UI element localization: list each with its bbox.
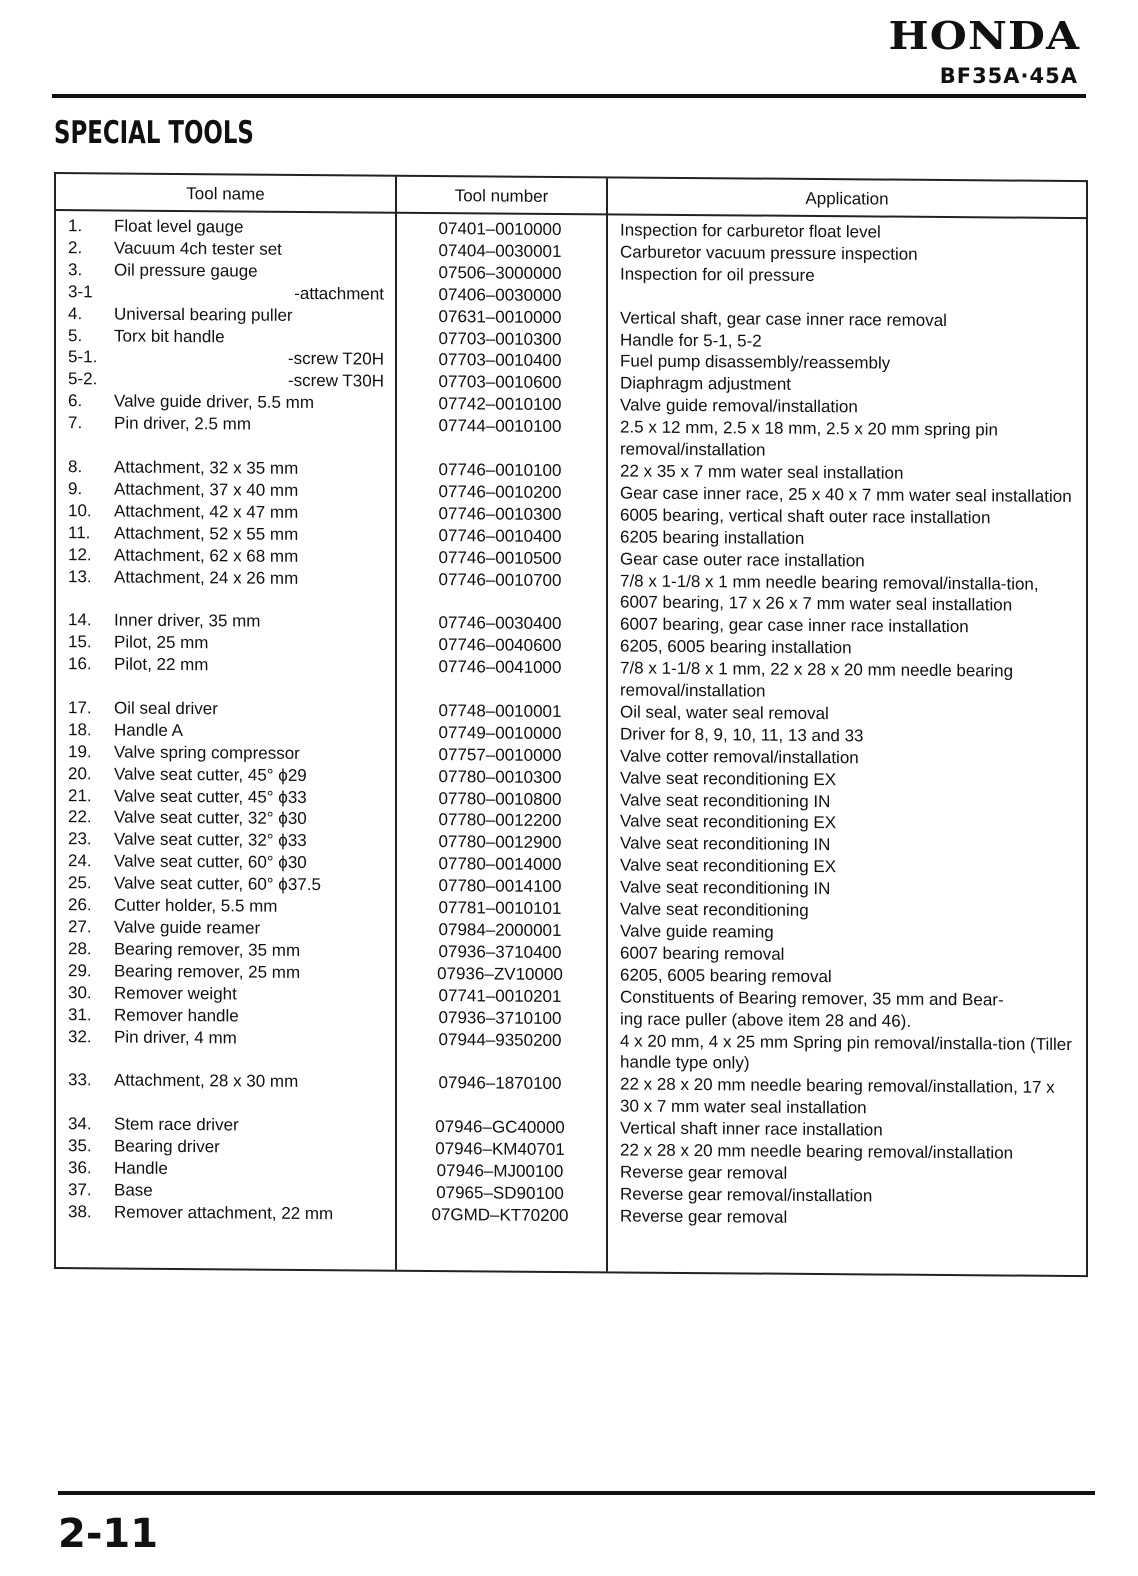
header-rule: [52, 94, 1086, 98]
application: 22 x 35 x 7 mm water seal installation: [620, 461, 904, 483]
tool-number: 07746–0010500: [438, 547, 562, 568]
tool-number: 07746–0010300: [438, 503, 562, 524]
application: Valve seat reconditioning IN: [620, 877, 831, 899]
tool-name: Handle A: [114, 720, 183, 740]
tool-number: 07946–KM40701: [435, 1139, 565, 1160]
tools-table: [54, 172, 1088, 1277]
tool-name: Remover weight: [114, 983, 237, 1004]
tool-number: 07780–0014100: [438, 876, 562, 897]
item-number: 21.: [68, 785, 92, 805]
item-number: 14.: [68, 610, 92, 630]
application: Valve seat reconditioning EX: [620, 811, 837, 833]
tool-number: 07936–3710400: [438, 941, 562, 962]
item-number: 6.: [68, 391, 83, 411]
tool-name: Pilot, 22 mm: [114, 654, 209, 675]
application: Inspection for oil pressure: [620, 264, 815, 285]
tool-number: 07780–0010300: [438, 766, 562, 787]
application: 7/8 x 1-1/8 x 1 mm, 22 x 28 x 20 mm needle bearing removal/installation: [620, 658, 1014, 701]
tool-number: 07506–3000000: [438, 262, 562, 283]
tool-name: Attachment, 37 x 40 mm: [114, 479, 299, 500]
application: Valve cotter removal/installation: [620, 746, 859, 768]
tool-name: Universal bearing puller: [114, 304, 293, 325]
application: ing race puller (above item 28 and 46).: [620, 1009, 912, 1031]
item-number: 17.: [68, 698, 92, 718]
tool-name: Attachment, 62 x 68 mm: [114, 545, 299, 566]
tool-number: 07406–0030000: [438, 284, 562, 305]
application: Valve seat reconditioning IN: [620, 790, 831, 811]
tool-number: 07631–0010000: [438, 306, 562, 327]
tool-name: Bearing driver: [114, 1136, 220, 1157]
brand-logo: HONDA: [888, 13, 1080, 58]
item-number: 22.: [68, 807, 92, 827]
tool-number: 07749–0010000: [438, 722, 562, 743]
tool-number: 07780–0014000: [438, 854, 562, 875]
tool-number: 07780–0012900: [438, 832, 562, 853]
application: Vertical shaft inner race installation: [620, 1118, 883, 1140]
tool-name: Attachment, 52 x 55 mm: [114, 523, 299, 544]
item-number: 36.: [68, 1158, 92, 1178]
item-number: 30.: [68, 982, 92, 1003]
tool-number: 07703–0010300: [438, 328, 562, 349]
application: 2.5 x 12 mm, 2.5 x 18 mm, 2.5 x 20 mm spring pin removal/installation: [620, 417, 998, 460]
column-header-tool-number: Tool number: [454, 186, 549, 206]
tool-name: Pilot, 25 mm: [114, 632, 209, 653]
application: 6205, 6005 bearing installation: [620, 636, 852, 658]
tool-name: Attachment, 28 x 30 mm: [114, 1070, 299, 1092]
tool-number: 07703–0010400: [438, 350, 562, 371]
tool-number: 07944–9350200: [438, 1029, 562, 1050]
tool-number: 07946–MJ00100: [436, 1160, 564, 1181]
tool-number: 07744–0010100: [438, 416, 562, 437]
application: 7/8 x 1-1/8 x 1 mm needle bearing removal/installa-tion, 6007 bearing, 17 x 26 x 7 mm water seal installation: [620, 570, 1039, 615]
tool-number: 07946–1870100: [438, 1073, 562, 1094]
tool-number: 07746–0040600: [438, 635, 562, 656]
application: Handle for 5-1, 5-2: [620, 329, 762, 351]
application: Diaphragm adjustment: [620, 373, 792, 395]
tool-name: Valve seat cutter, 45° ϕ33: [114, 786, 307, 807]
tool-number: 07965–SD90100: [436, 1182, 564, 1203]
item-number: 5-2.: [68, 369, 98, 389]
item-number: 11.: [68, 522, 91, 542]
application: Constituents of Bearing remover, 35 mm and Bear-: [620, 987, 1004, 1010]
application: Inspection for carburetor float level: [620, 220, 881, 242]
application: 6205 bearing installation: [620, 527, 805, 548]
application: 4 x 20 mm, 4 x 25 mm Spring pin removal/installa-tion (Tiller handle type only): [620, 1030, 1072, 1073]
tool-name: Attachment, 32 x 35 mm: [114, 457, 299, 478]
tool-name: Valve guide driver, 5.5 mm: [114, 391, 314, 413]
item-number: 32.: [68, 1026, 92, 1046]
tool-name: Valve seat cutter, 60° ϕ30: [114, 851, 307, 873]
page-title: SPECIAL TOOLS: [54, 115, 254, 151]
application: Oil seal, water seal removal: [620, 702, 829, 724]
item-number: 9.: [68, 478, 83, 499]
tool-name: Valve seat cutter, 32° ϕ33: [114, 829, 307, 851]
application: Valve seat reconditioning IN: [620, 833, 831, 855]
tool-number: 07748–0010001: [438, 700, 562, 721]
tool-number: 07746–0041000: [438, 657, 562, 678]
application: 6007 bearing, gear case inner race installation: [620, 614, 969, 637]
tool-number: 07746–0010100: [438, 459, 562, 480]
tool-name: Handle: [114, 1158, 168, 1178]
tool-number: 07742–0010100: [438, 394, 562, 415]
item-number: 23.: [68, 829, 92, 849]
tool-name: Attachment, 42 x 47 mm: [114, 501, 299, 522]
item-number: 31.: [68, 1004, 92, 1024]
item-number: 28.: [68, 939, 92, 959]
tool-number: 07746–0010400: [438, 525, 562, 546]
tool-number: 07703–0010600: [438, 372, 562, 393]
item-number: 18.: [68, 719, 92, 740]
application: 22 x 28 x 20 mm needle bearing removal/installation, 17 x 30 x 7 mm water seal installation: [620, 1074, 1055, 1118]
tool-name: Torx bit handle: [114, 326, 225, 346]
application: Vertical shaft, gear case inner race removal: [620, 308, 947, 330]
application: Driver for 8, 9, 10, 11, 13 and 33: [620, 724, 864, 746]
item-number: 2.: [68, 238, 83, 258]
application: Valve guide removal/installation: [620, 395, 858, 417]
item-number: 5-1.: [68, 347, 98, 367]
tool-name: Pin driver, 4 mm: [114, 1027, 237, 1047]
tool-name: Valve spring compressor: [114, 742, 300, 763]
tool-name: Vacuum 4ch tester set: [114, 238, 282, 259]
tool-name: Attachment, 24 x 26 mm: [114, 566, 299, 588]
tool-number: 07936–ZV10000: [437, 963, 563, 984]
item-number: 16.: [68, 654, 92, 674]
application: Reverse gear removal: [620, 1206, 788, 1227]
tool-number: 07741–0010201: [438, 985, 562, 1006]
application: Valve seat reconditioning EX: [620, 855, 837, 877]
tool-number: 07746–0010700: [438, 569, 562, 590]
tool-name: Bearing remover, 35 mm: [114, 939, 301, 960]
tool-name: Cutter holder, 5.5 mm: [114, 895, 278, 916]
tool-number: 07781–0010101: [438, 898, 562, 919]
tool-number: 07780–0010800: [438, 788, 562, 809]
model-label: BF35A·45A: [939, 64, 1078, 88]
item-number: 26.: [68, 895, 92, 915]
tool-name: Oil pressure gauge: [114, 260, 258, 281]
tool-number: 07984–2000001: [438, 920, 562, 940]
application: Valve guide reaming: [620, 921, 774, 942]
tool-number: 07404–0030001: [438, 240, 562, 261]
item-number: 25.: [68, 873, 92, 893]
tool-number: 07746–0030400: [438, 613, 562, 634]
tool-number: 07946–GC40000: [435, 1117, 565, 1138]
application: Gear case inner race, 25 x 40 x 7 mm water seal installation: [620, 483, 1072, 506]
tool-name: Remover attachment, 22 mm: [114, 1202, 334, 1223]
item-number: 34.: [68, 1114, 92, 1134]
item-number: 7.: [68, 413, 83, 433]
item-number: 27.: [68, 917, 92, 937]
tool-name: Inner driver, 35 mm: [114, 610, 261, 631]
column-header-application: Application: [805, 188, 889, 209]
application: Gear case outer race installation: [620, 549, 865, 570]
tool-number: 07GMD–KT70200: [431, 1204, 569, 1225]
item-number: 3.: [68, 259, 83, 280]
tool-number: 07401–0010000: [438, 219, 562, 239]
tool-name: Oil seal driver: [114, 698, 218, 719]
item-number: 8.: [68, 457, 83, 477]
item-number: 38.: [68, 1201, 92, 1222]
item-number: 3-1: [68, 281, 93, 302]
page-number: 2-11: [58, 1511, 159, 1557]
item-number: 29.: [68, 960, 92, 981]
application: 22 x 28 x 20 mm needle bearing removal/installation: [620, 1140, 1014, 1163]
tool-name: Bearing remover, 25 mm: [114, 961, 301, 982]
tool-name: Valve guide reamer: [114, 917, 261, 938]
tool-name: Valve seat cutter, 32° ϕ30: [114, 807, 307, 829]
application: Valve seat reconditioning EX: [620, 768, 837, 789]
tool-number: 07936–3710100: [438, 1007, 562, 1028]
tool-name: Base: [114, 1180, 153, 1200]
item-number: 13.: [68, 566, 92, 586]
item-number: 4.: [68, 303, 83, 323]
tool-name: Float level gauge: [114, 216, 244, 237]
item-number: 10.: [68, 500, 92, 521]
item-number: 24.: [68, 851, 92, 871]
item-number: 19.: [68, 741, 92, 762]
tool-name: Stem race driver: [114, 1114, 239, 1135]
table-body: [56, 215, 1086, 1231]
application: Carburetor vacuum pressure inspection: [620, 242, 918, 264]
application: 6205, 6005 bearing removal: [620, 965, 832, 986]
tool-number: 07746–0010200: [438, 481, 562, 502]
application: Reverse gear removal/installation: [620, 1184, 873, 1206]
tool-name: -attachment: [294, 283, 384, 304]
application: Valve seat reconditioning: [620, 899, 809, 921]
item-number: 1.: [68, 216, 83, 236]
tool-name: Pin driver, 2.5 mm: [114, 413, 251, 434]
column-header-tool-name: Tool name: [186, 184, 265, 204]
application: Fuel pump disassembly/reassembly: [620, 351, 891, 374]
item-number: 33.: [68, 1070, 92, 1090]
application: 6005 bearing, vertical shaft outer race installation: [620, 505, 991, 528]
application: Reverse gear removal: [620, 1162, 788, 1183]
item-number: 20.: [68, 763, 92, 783]
application: 6007 bearing removal: [620, 943, 785, 964]
tool-name: -screw T20H: [287, 349, 384, 370]
item-number: 37.: [68, 1179, 92, 1200]
tool-name: Valve seat cutter, 60° ϕ37.5: [114, 873, 321, 895]
item-number: 12.: [68, 544, 92, 564]
tool-name: -screw T30H: [287, 371, 384, 391]
item-number: 35.: [68, 1136, 92, 1156]
tool-name: Valve seat cutter, 45° ϕ29: [114, 764, 307, 785]
tool-number: 07780–0012200: [438, 810, 562, 831]
tool-name: Remover handle: [114, 1005, 239, 1026]
item-number: 5.: [68, 325, 83, 345]
item-number: 15.: [68, 632, 92, 652]
tool-number: 07757–0010000: [438, 744, 562, 765]
footer-rule: [58, 1491, 1095, 1495]
